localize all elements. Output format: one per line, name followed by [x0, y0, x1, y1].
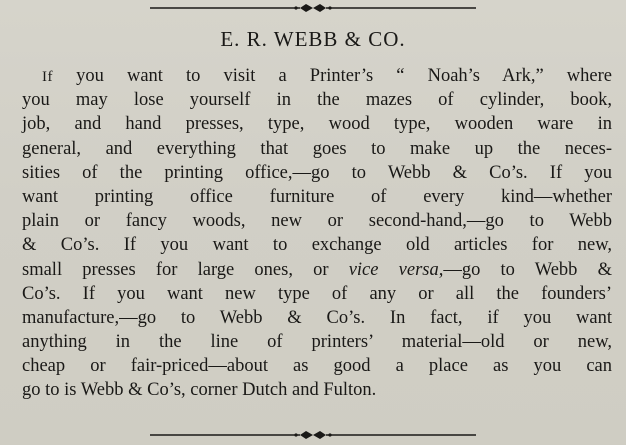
italic-phrase: vice versa,	[348, 259, 444, 280]
body-line: cheap or fair-priced—about as good a place as you can	[22, 356, 612, 377]
advertisement-body	[22, 64, 612, 403]
bottom-ornamental-rule	[0, 429, 626, 441]
body-line: Co’s. If you want new type of any or all the founders’	[22, 283, 612, 304]
body-line: general, and everything that goes to make up the neces-	[22, 138, 612, 159]
body-line: anything in the line of printers’ material—old or new,	[22, 332, 612, 353]
body-line: manufacture,—go to Webb & Co’s. In fact, if you want	[22, 307, 612, 328]
body-line: want printing office furniture of every kind—whether	[22, 186, 612, 207]
advertisement-heading: E. R. WEBB & CO.	[220, 27, 406, 51]
body-line: If you want to visit a Printer’s “ Noah’s Ark,” where	[42, 66, 612, 86]
body-line: sities of the printing office,—go to Webb & Co’s. If you	[22, 162, 612, 183]
body-line: you may lose yourself in the mazes of cylinder, book,	[22, 90, 612, 111]
body-line: go to is Webb & Co’s, corner Dutch and Fulton.	[22, 380, 377, 401]
top-ornamental-rule	[0, 2, 626, 14]
body-line: small presses for large ones, or vice versa,—go to Webb &	[22, 259, 612, 280]
body-line: plain or fancy woods, new or second-hand,—go to Webb	[22, 211, 612, 232]
drop-word: If	[42, 69, 53, 85]
body-line: & Co’s. If you want to exchange old articles for new,	[22, 235, 612, 256]
body-line: job, and hand presses, type, wood type, wooden ware in	[22, 114, 612, 135]
